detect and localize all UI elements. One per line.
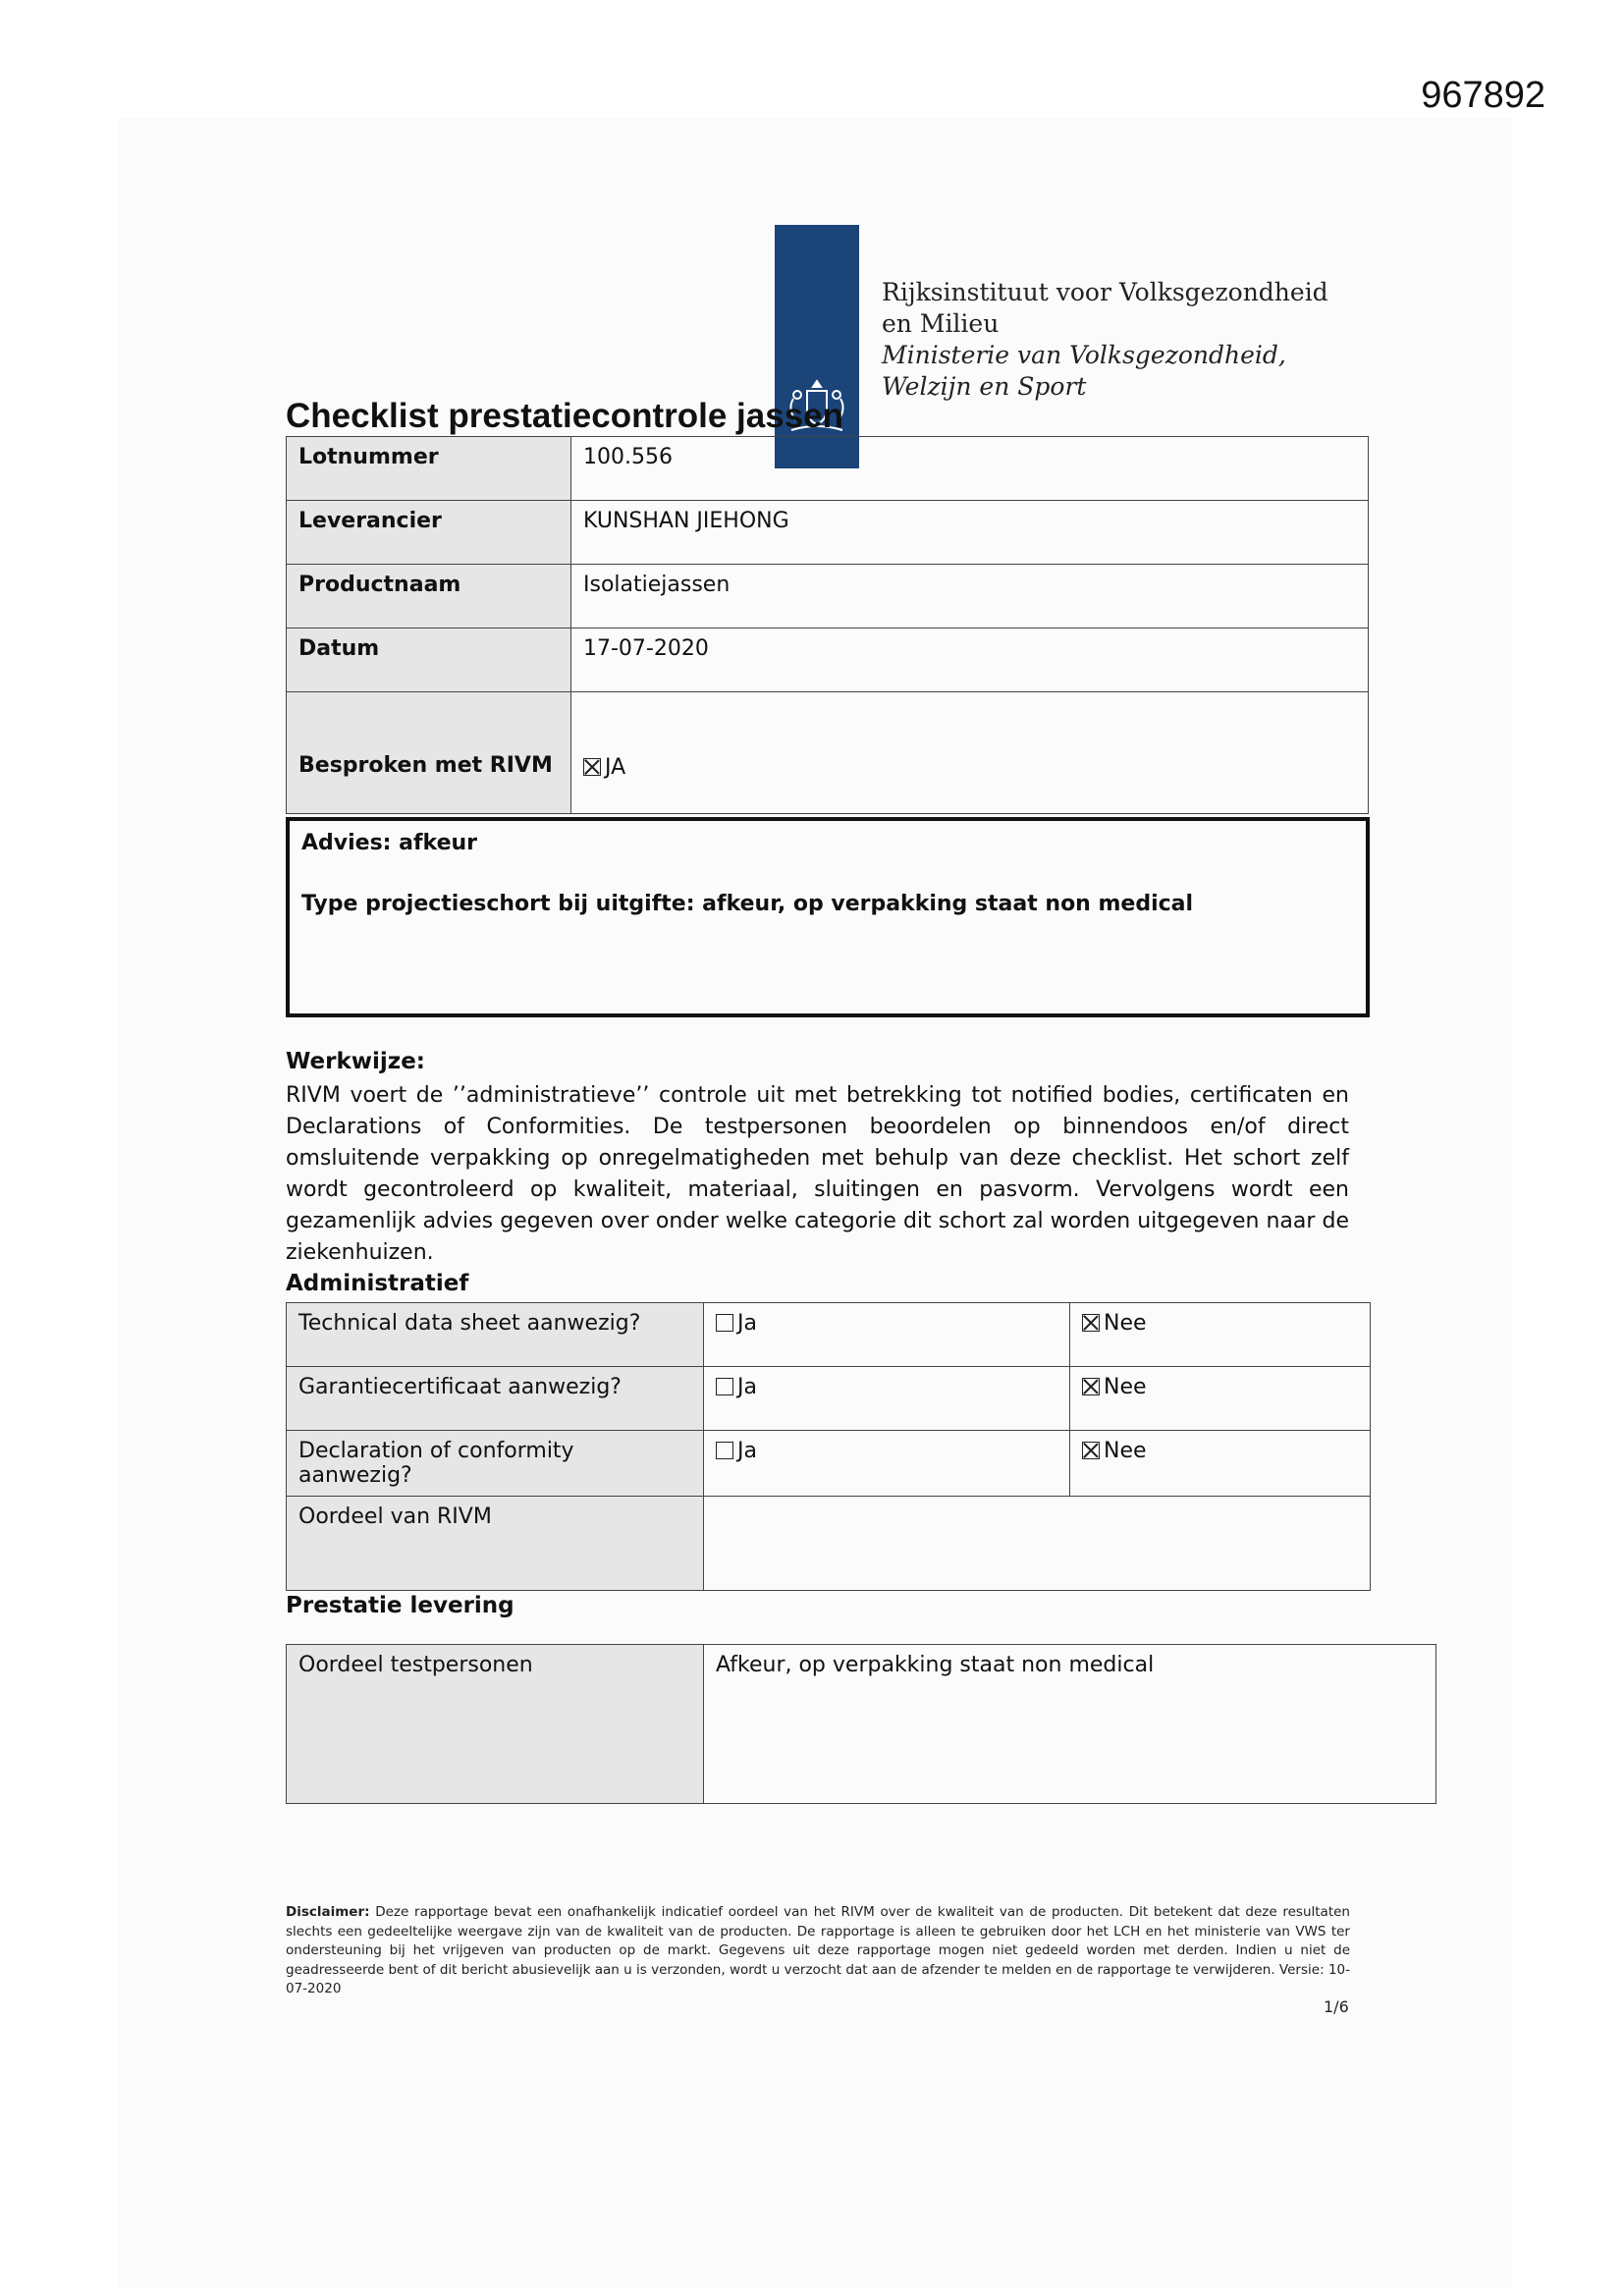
checked-box-icon: [583, 758, 601, 776]
document-id: 967892: [1421, 75, 1545, 116]
unchecked-box-icon: [716, 1314, 733, 1332]
org-line-2: en Milieu: [882, 309, 1000, 338]
disclaimer: [286, 1903, 1350, 1999]
leverancier-label: Leverancier: [287, 501, 571, 565]
organization-name: [882, 277, 1328, 403]
administratief-heading: Administratief: [286, 1271, 469, 1296]
nee-label: Nee: [1104, 1439, 1147, 1463]
admin-ja-cell: [704, 1303, 1070, 1367]
unchecked-box-icon: [716, 1442, 733, 1459]
advies-box: [286, 817, 1370, 1017]
admin-ja-cell: [704, 1367, 1070, 1431]
org-line-1: Rijksinstituut voor Volksgezondheid: [882, 278, 1328, 306]
checked-box-icon: [1082, 1314, 1100, 1332]
lotnummer-label: Lotnummer: [287, 437, 571, 501]
disclaimer-label: Disclaimer:: [286, 1904, 370, 1920]
org-line-3: Ministerie van Volksgezondheid,: [882, 341, 1286, 369]
admin-ja-cell: [704, 1431, 1070, 1497]
checked-box-icon: [1082, 1442, 1100, 1459]
werkwijze-heading: Werkwijze:: [286, 1049, 425, 1074]
productnaam-value: Isolatiejassen: [571, 565, 1369, 629]
werkwijze-text: RIVM voert de ’’administratieve’’ controle uit met betrekking tot notified bodies, certificaten en Declarations of Conformities. De testpersonen beoordelen op binnendoos en/of direct omsluitende verpakking op onregelmatigheden met behulp van deze checklist. Het schort zelf wordt gecontroleerd op kwaliteit, materiaal, sluitingen en pasvorm. Vervolgens wordt een gezamenlijk advies gegeven over onder welke categorie dit schort zal worden uitgegeven naar de ziekenhuizen.: [286, 1083, 1349, 1265]
oordeel-testpersonen-value: Afkeur, op verpakking staat non medical: [704, 1645, 1436, 1804]
admin-nee-cell: [1070, 1431, 1371, 1497]
oordeel-rivm-label: Oordeel van RIVM: [287, 1497, 704, 1591]
admin-row-label: Technical data sheet aanwezig?: [287, 1303, 704, 1367]
admin-row-label: Declaration of conformity aanwezig?: [287, 1431, 704, 1497]
administratief-table: [286, 1302, 1371, 1591]
advies-line: Advies: afkeur: [301, 831, 478, 855]
productnaam-label: Productnaam: [287, 565, 571, 629]
admin-row-label: Garantiecertificaat aanwezig?: [287, 1367, 704, 1431]
ja-label: Ja: [737, 1439, 757, 1463]
oordeel-rivm-value: [704, 1497, 1371, 1591]
page-title: Checklist prestatiecontrole jassen: [286, 397, 843, 435]
org-line-4: Welzijn en Sport: [882, 372, 1087, 401]
admin-nee-cell: [1070, 1303, 1371, 1367]
unchecked-box-icon: [716, 1378, 733, 1395]
leverancier-value: KUNSHAN JIEHONG: [571, 501, 1369, 565]
oordeel-testpersonen-label: Oordeel testpersonen: [287, 1645, 704, 1804]
nee-label: Nee: [1104, 1311, 1147, 1336]
nee-label: Nee: [1104, 1375, 1147, 1399]
besproken-cell: [571, 692, 1369, 814]
advies-type-line: Type projectieschort bij uitgifte: afkeur, op verpakking staat non medical: [301, 892, 1194, 916]
checked-box-icon: [1082, 1378, 1100, 1395]
disclaimer-text: Deze rapportage bevat een onafhankelijk indicatief oordeel van het RIVM over de kwaliteit van de producten. Dit betekent dat deze resultaten slechts een gedeeltelijke weergave zijn van de kwaliteit van de producten. De rapportage is alleen te gebruiken door het LCH en het ministerie van VWS ter ondersteuning bij het vrijgeven van producten op de markt. Gegevens uit deze rapportage mogen niet gedeeld worden met derden. Indien u niet de geadresseerde bent of dit bericht abusievelijk aan u is verzonden, wordt u verzocht dat aan de afzender te melden en de rapportage te verwijderen. Versie: 10-07-2020: [286, 1904, 1350, 1996]
prestatie-heading: Prestatie levering: [286, 1593, 514, 1618]
besproken-value: JA: [605, 755, 626, 780]
ja-label: Ja: [737, 1375, 757, 1399]
page-number: 1/6: [1324, 1997, 1349, 2016]
datum-label: Datum: [287, 629, 571, 692]
ja-label: Ja: [737, 1311, 757, 1336]
besproken-label: Besproken met RIVM: [287, 692, 571, 814]
prestatie-table: [286, 1644, 1436, 1804]
admin-nee-cell: [1070, 1367, 1371, 1431]
datum-value: 17-07-2020: [571, 629, 1369, 692]
product-info-table: [286, 436, 1369, 814]
lotnummer-value: 100.556: [571, 437, 1369, 501]
